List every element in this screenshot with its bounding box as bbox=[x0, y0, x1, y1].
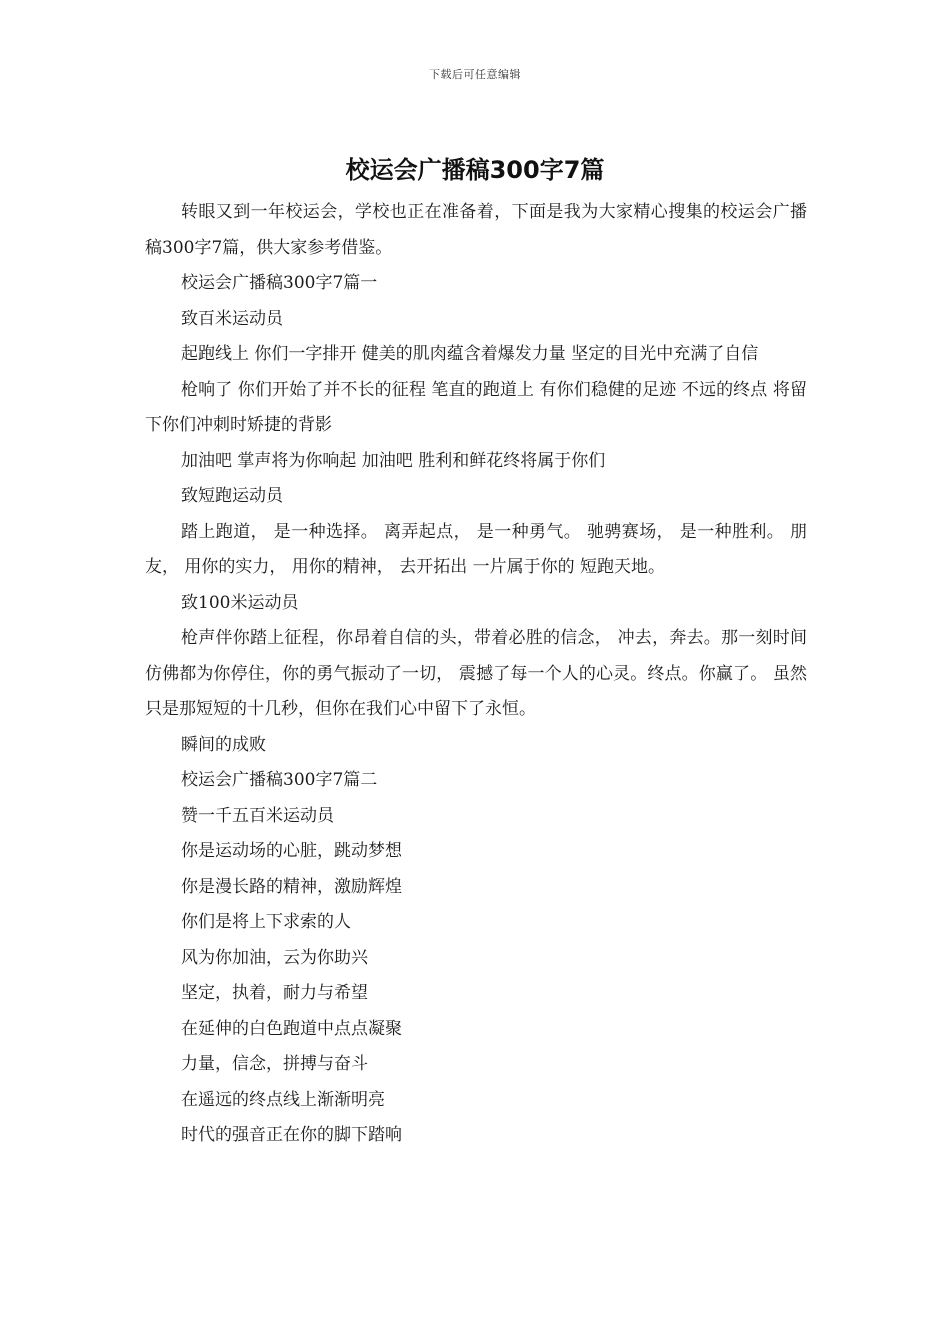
paragraph: 枪声伴你踏上征程，你昂着自信的头，带着必胜的信念， 冲去，奔去。那一刻时间仿佛都为你停住，你的勇气振动了一切， 震撼了每一个人的心灵。终点。你赢了。 虽然只是那短短的十几秒，但你在我们心中留下了永恒。 bbox=[145, 628, 807, 719]
poem-line: 你们是将上下求索的人 bbox=[181, 912, 351, 932]
paragraph: 加油吧 掌声将为你响起 加油吧 胜利和鲜花终将属于你们 bbox=[181, 450, 606, 471]
poem-title: 瞬间的成败 bbox=[181, 734, 266, 755]
paragraph: 起跑线上 你们一字排开 健美的肌肉蕴含着爆发力量 坚定的目光中充满了自信 bbox=[181, 344, 759, 364]
poem-line: 你是漫长路的精神，激励辉煌 bbox=[181, 876, 402, 897]
section-heading: 校运会广播稿300字7篇一 bbox=[181, 273, 378, 293]
paragraph: 踏上跑道， 是一种选择。 离弄起点， 是一种勇气。 驰骋赛场， 是一种胜利。 朋友， 用你的实力， 用你的精神， 去开拓出 一片属于你的 短跑天地。 bbox=[145, 521, 807, 577]
paragraph: 转眼又到一年校运会，学校也正在准备着，下面是我为大家精心搜集的校运会广播稿300字7篇，供大家参考借鉴。 bbox=[145, 202, 807, 258]
poem-line: 你是运动场的心脏，跳动梦想 bbox=[181, 841, 402, 861]
poem-line: 力量，信念，拼搏与奋斗 bbox=[181, 1054, 368, 1074]
section-heading: 校运会广播稿300字7篇二 bbox=[181, 770, 378, 790]
poem-line: 坚定，执着，耐力与希望 bbox=[181, 983, 368, 1003]
paragraph: 枪响了 你们开始了并不长的征程 笔直的跑道上 有你们稳健的足迹 不远的终点 将留下你们冲刺时矫捷的背影 bbox=[145, 379, 807, 435]
document-title: 校运会广播稿300字7篇 bbox=[345, 156, 605, 184]
poem-line: 时代的强音正在你的脚下踏响 bbox=[181, 1125, 402, 1145]
poem-line: 在遥远的终点线上渐渐明亮 bbox=[181, 1089, 385, 1110]
poem-title: 赞一千五百米运动员 bbox=[181, 805, 334, 826]
header-note: 下载后可任意编辑 bbox=[429, 68, 521, 81]
poem-line: 在延伸的白色跑道中点点凝聚 bbox=[181, 1018, 402, 1039]
poem-line: 风为你加油，云为你助兴 bbox=[181, 947, 368, 968]
document-body bbox=[145, 195, 807, 1154]
poem-title: 致百米运动员 bbox=[181, 308, 283, 329]
poem-title: 致100米运动员 bbox=[181, 592, 299, 613]
poem-title: 致短跑运动员 bbox=[181, 486, 283, 506]
